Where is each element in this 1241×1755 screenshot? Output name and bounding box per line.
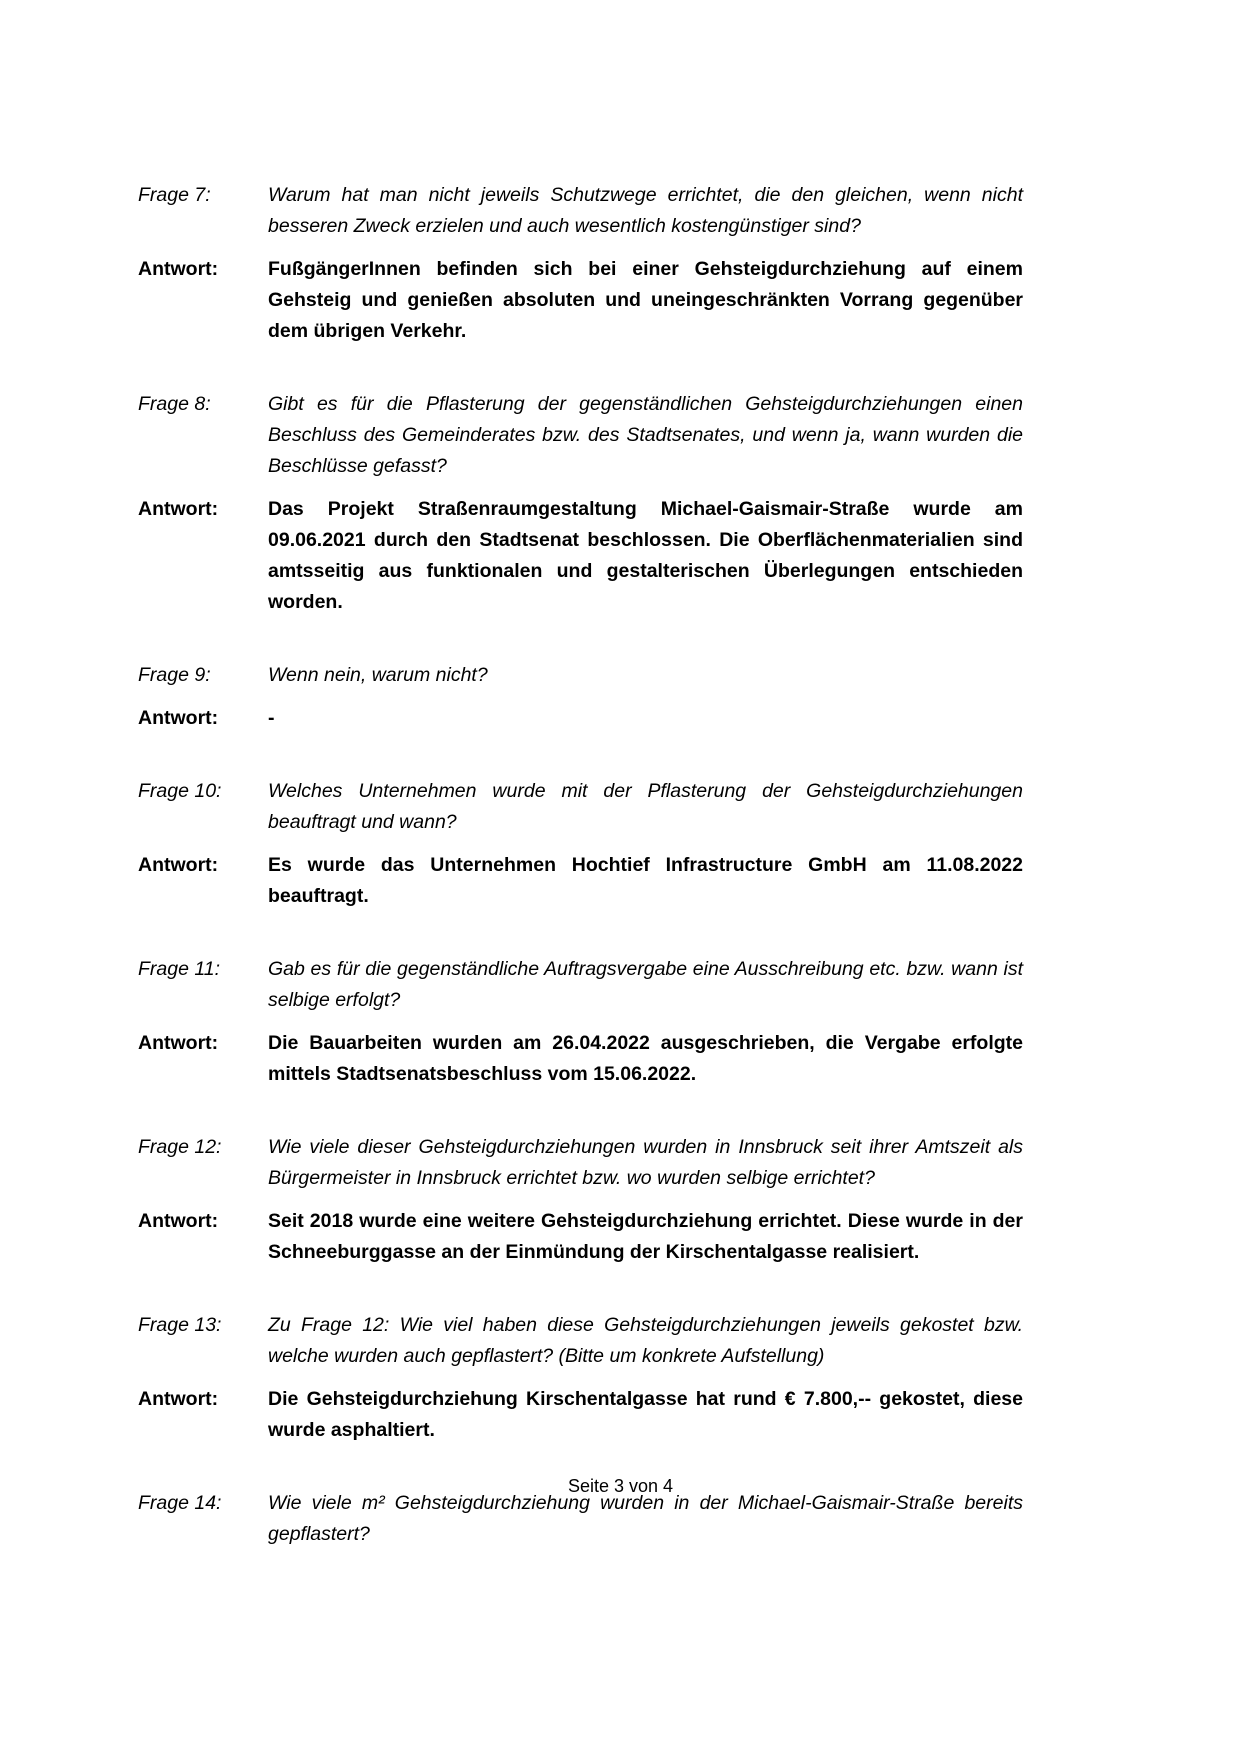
qa-block-14 — [138, 1488, 1023, 1550]
question-label: Frage 11: — [138, 958, 221, 980]
answer-label: Antwort: — [138, 854, 219, 876]
question-row — [138, 1310, 1023, 1372]
page-footer: Seite 3 von 4 — [567, 1476, 674, 1496]
question-row — [138, 389, 1023, 482]
question-label: Frage 14: — [138, 1492, 222, 1514]
question-label: Frage 7: — [138, 184, 211, 206]
question-label: Frage 12: — [138, 1136, 222, 1158]
question-row — [138, 660, 1023, 691]
question-label: Frage 10: — [138, 780, 222, 802]
question-text: Gab es für die gegenständliche Auftragsvergabe eine Ausschreibung etc. bzw. wann ist selbige erfolgt? — [268, 958, 1023, 1011]
answer-row — [138, 1206, 1023, 1268]
qa-block-10 — [138, 776, 1023, 912]
qa-block-8 — [138, 389, 1023, 618]
answer-row — [138, 254, 1023, 347]
answer-row — [138, 1028, 1023, 1090]
document-body — [138, 180, 1023, 1550]
question-row — [138, 180, 1023, 242]
question-text: Zu Frage 12: Wie viel haben diese Gehsteigdurchziehungen jeweils gekostet bzw. welche wurden auch gepflastert? (Bitte um konkrete Aufstellung) — [268, 1314, 1023, 1367]
answer-label: Antwort: — [138, 1032, 219, 1054]
answer-label: Antwort: — [138, 1388, 219, 1410]
question-text: Gibt es für die Pflasterung der gegenständlichen Gehsteigdurchziehungen einen Beschluss des Gemeinderates bzw. des Stadtsenates, und wenn ja, wann wurden die Beschlüsse gefasst? — [268, 393, 1023, 477]
answer-label: Antwort: — [138, 498, 219, 520]
answer-label: Antwort: — [138, 1210, 219, 1232]
question-label: Frage 13: — [138, 1314, 222, 1336]
answer-label: Antwort: — [138, 707, 219, 729]
answer-row — [138, 703, 1023, 734]
answer-row — [138, 1384, 1023, 1446]
answer-row — [138, 494, 1023, 618]
answer-label: Antwort: — [138, 258, 219, 280]
answer-text: Die Gehsteigdurchziehung Kirschentalgasse hat rund € 7.800,-- gekostet, diese wurde asphaltiert. — [268, 1388, 1023, 1441]
answer-text: Das Projekt Straßenraumgestaltung Michael-Gaismair-Straße wurde am 09.06.2021 durch den Stadtsenat beschlossen. Die Oberflächenmaterialien sind amtsseitig aus funktionalen und gestalterischen Überlegungen entschieden worden. — [268, 498, 1023, 613]
answer-text: Es wurde das Unternehmen Hochtief Infrastructure GmbH am 11.08.2022 beauftragt. — [268, 854, 1023, 907]
qa-block-7 — [138, 180, 1023, 347]
question-row — [138, 1488, 1023, 1550]
answer-text: Seit 2018 wurde eine weitere Gehsteigdurchziehung errichtet. Diese wurde in der Schneeburggasse an der Einmündung der Kirschentalgasse realisiert. — [268, 1210, 1023, 1263]
question-row — [138, 776, 1023, 838]
question-label: Frage 9: — [138, 664, 211, 686]
question-row — [138, 1132, 1023, 1194]
answer-text: Die Bauarbeiten wurden am 26.04.2022 ausgeschrieben, die Vergabe erfolgte mittels Stadtsenatsbeschluss vom 15.06.2022. — [268, 1032, 1023, 1085]
answer-text: FußgängerInnen befinden sich bei einer Gehsteigdurchziehung auf einem Gehsteig und genießen absoluten und uneingeschränkten Vorrang gegenüber dem übrigen Verkehr. — [268, 258, 1023, 342]
question-text: Wenn nein, warum nicht? — [268, 664, 488, 686]
qa-block-11 — [138, 954, 1023, 1090]
question-text: Warum hat man nicht jeweils Schutzwege errichtet, die den gleichen, wenn nicht besseren Zweck erzielen und auch wesentlich kostengünstiger sind? — [268, 184, 1023, 237]
question-row — [138, 954, 1023, 1016]
question-label: Frage 8: — [138, 393, 211, 415]
question-text: Wie viele m² Gehsteigdurchziehung wurden in der Michael-Gaismair-Straße bereits gepflastert? — [268, 1492, 1023, 1545]
qa-block-12 — [138, 1132, 1023, 1268]
answer-text: - — [268, 707, 275, 729]
qa-block-13 — [138, 1310, 1023, 1446]
qa-block-9 — [138, 660, 1023, 734]
question-text: Welches Unternehmen wurde mit der Pflasterung der Gehsteigdurchziehungen beauftragt und wann? — [268, 780, 1023, 833]
question-text: Wie viele dieser Gehsteigdurchziehungen wurden in Innsbruck seit ihrer Amtszeit als Bürgermeister in Innsbruck errichtet bzw. wo wurden selbige errichtet? — [268, 1136, 1023, 1189]
answer-row — [138, 850, 1023, 912]
